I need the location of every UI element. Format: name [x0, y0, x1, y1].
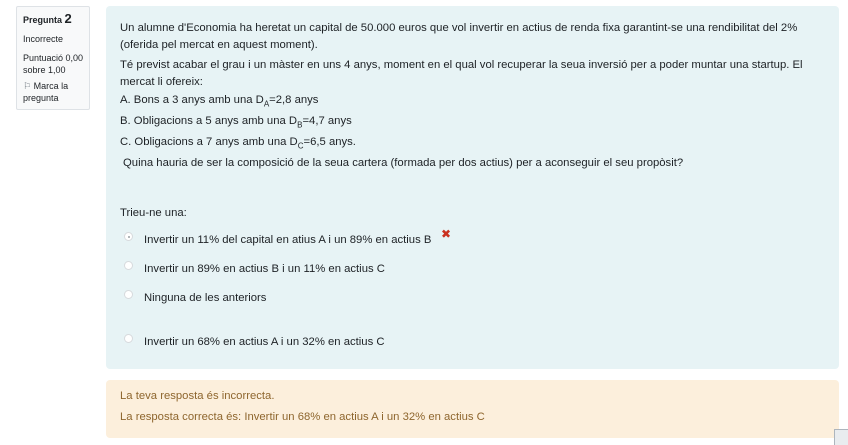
market-option-a-value: =2,8 anys: [269, 94, 319, 106]
answer-radio-3[interactable]: [124, 290, 133, 299]
market-option-b-value: =4,7 anys: [302, 115, 352, 127]
market-option-a: [120, 92, 820, 109]
market-option-a-text: A. Bons a 3 anys amb una D: [120, 94, 264, 106]
feedback-box: [106, 380, 839, 438]
question-paragraph-2: Té previst acabar el grau i un màster en uns 4 anys, moment en el qual vol recuperar la seua inversió per a poder muntar una startup. El mercat li ofereix:: [120, 59, 803, 88]
question-label: Pregunta: [23, 15, 63, 25]
answer-radio-1[interactable]: [124, 232, 133, 241]
flag-icon: ⚐: [23, 81, 32, 91]
feedback-status: La teva resposta és incorrecta.: [120, 390, 275, 402]
answer-radio-4[interactable]: [124, 334, 133, 343]
market-option-c-text: C. Obligacions a 7 anys amb una D: [120, 136, 298, 148]
answer-text-4: Invertir un 68% en actius A i un 32% en actius C: [144, 336, 385, 348]
question-paragraph-1: Un alumne d'Economia ha heretat un capital de 50.000 euros que vol invertir en actius de renda fixa garantint-se una rendibilitat del 2% (oferida pel mercat en aquest moment).: [120, 22, 798, 51]
answer-radio-2[interactable]: [124, 261, 133, 270]
answer-prompt: Trieu-ne una:: [120, 207, 187, 219]
answer-text-2: Invertir un 89% en actius B i un 11% en actius C: [144, 263, 385, 275]
cross-icon: ✖: [441, 227, 452, 241]
answer-text-3: Ninguna de les anteriors: [144, 292, 267, 304]
question-formulation: [106, 6, 839, 369]
market-option-c: [120, 134, 820, 151]
question-number: [23, 12, 89, 27]
flag-question-link[interactable]: [23, 80, 89, 104]
question-state: Incorrecte: [23, 34, 64, 44]
market-option-b: [120, 113, 820, 130]
market-option-b-subscript: B: [297, 120, 303, 130]
question-grade: Puntuació 0,00 sobre 1,00: [23, 53, 84, 75]
feedback-correct-answer: La resposta correcta és: Invertir un 68% en actius A i un 32% en actius C: [120, 411, 485, 423]
market-option-c-subscript: C: [297, 141, 304, 151]
question-text: Quina hauria de ser la composició de la seua cartera (formada per dos actius) per a aconseguir el seu propòsit?: [123, 157, 684, 169]
market-option-a-subscript: A: [263, 99, 270, 109]
flag-question-label: Marca la pregunta: [23, 81, 69, 103]
answer-text-1: Invertir un 11% del capital en atius A i un 89% en actius B: [144, 234, 432, 246]
question-info-panel: [16, 6, 90, 110]
market-option-b-text: B. Obligacions a 5 anys amb una D: [120, 115, 298, 127]
market-option-c-value: =6,5 anys.: [303, 136, 356, 148]
resize-handle[interactable]: [834, 429, 848, 445]
question-number-value: 2: [64, 11, 72, 26]
